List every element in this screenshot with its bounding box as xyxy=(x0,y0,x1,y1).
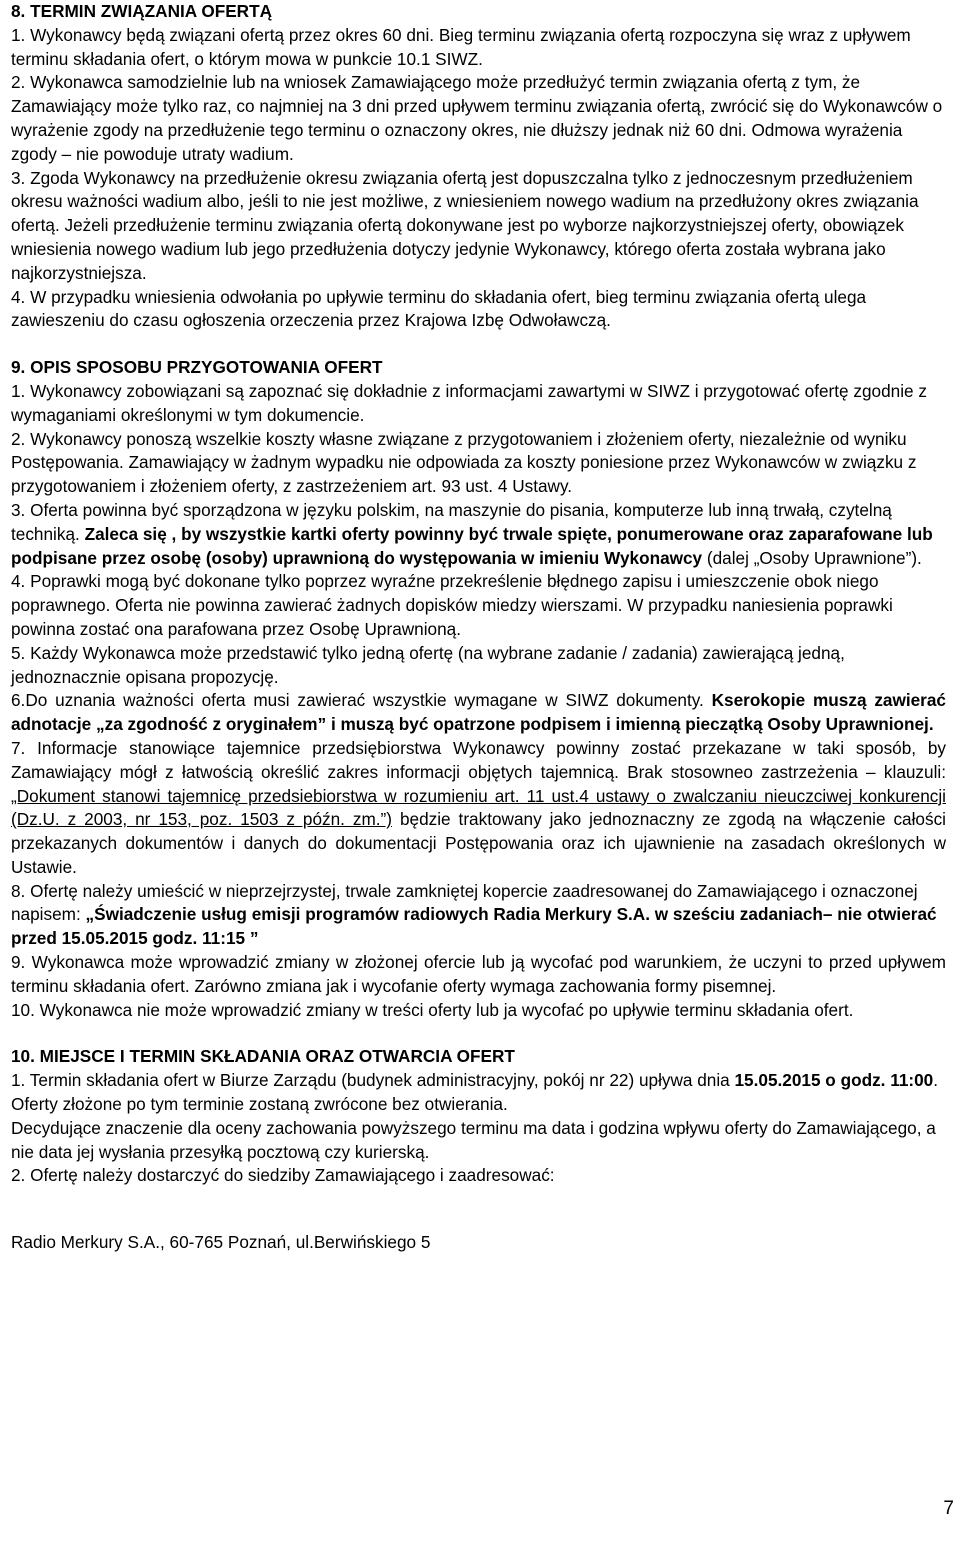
section-9-paragraph-10: 10. Wykonawca nie może wprowadzić zmiany w treści oferty lub ja wycofać po upływie terminu składania ofert. xyxy=(11,999,854,1020)
section-9-paragraph-4: 4. Poprawki mogą być dokonane tylko poprzez wyraźne przekreślenie błędnego zapisu i umieszczenie obok niego poprawnego. Oferta nie powinna zawierać żadnych dopisków miedzy wierszami. W przypadku naniesienia poprawki powinna zostać ona parafowana przez Osobę Uprawnioną. xyxy=(11,571,893,639)
p8-bold-label: „Świadczenie usług emisji programów radiowych Radia Merkury S.A. w sześciu zadaniach– nie otwierać przed 15.05.2015 godz. 11:15 ” xyxy=(11,904,937,949)
section-9-paragraph-9: 9. Wykonawca może wprowadzić zmiany w złożonej ofercie lub ją wycofać pod warunkiem, że uczyni to przed upływem terminu składania ofert. Zarówno zmiana jak i wycofanie oferty wymaga zachowania formy pisemnej. xyxy=(11,952,946,996)
p7-tail: będzie traktowany jako jednoznaczny ze zgodą na włączenie całości przekazanych dokumentów i danych do dokumentacji Postępowania oraz ich ujawnienie na zasadach określonych w Ustawie. xyxy=(11,809,946,877)
section-9-paragraph-2: 2. Wykonawcy ponoszą wszelkie koszty własne związane z przygotowaniem i złożeniem oferty, niezależnie od wyniku Postępowania. Zamawiający w żadnym wypadku nie odpowiada za koszty poniesione przez Wykonawców w związku z przygotowaniem i złożeniem oferty, z zastrzeżeniem art. 93 ust. 4 Ustawy. xyxy=(11,428,917,497)
p3-bold-text: Zaleca się , by wszystkie kartki oferty powinny być trwale spięte, ponumerowane oraz zaparafowane lub podpisane przez osobę (osoby) uprawnioną do występowania w imieniu Wykonawcy xyxy=(11,523,933,568)
section-8-paragraph-1: 1. Wykonawcy będą związani ofertą przez okres 60 dni. Bieg terminu związania ofertą rozpoczyna się wraz z upływem terminu składania ofert, o którym mowa w punkcie 10.1 SIWZ. xyxy=(11,24,911,69)
p6-bold-text: Kserokopie muszą zawierać adnotacje „za zgodność z oryginałem” i muszą być opatrzone podpisem i imienną pieczątką Osoby Uprawnionej. xyxy=(11,690,946,735)
document-page xyxy=(11,0,946,1255)
section-9-paragraph-5: 5. Każdy Wykonawca może przedstawić tylko jedną ofertę (na wybrane zadanie / zadania) zawierającą jedną, jednoznacznie opisana propozycję. xyxy=(11,642,845,687)
section-9-paragraph-8 xyxy=(11,880,946,951)
section-8-paragraph-4: 4. W przypadku wniesienia odwołania po upływie terminu do składania ofert, bieg terminu związania ofertą ulega zawieszeniu do czasu ogłoszenia orzeczenia przez Krajowa Izbę Odwoławczą. xyxy=(11,286,867,331)
p3-text: 3. Oferta powinna być sporządzona w języku polskim, na maszynie do pisania, komputerze lub inną trwałą, czytelną techniką. xyxy=(11,499,892,544)
p6-text: 6.Do uznania ważności oferta musi zawierać wszystkie wymagane w SIWZ dokumenty. xyxy=(11,690,712,711)
section-9-heading: 9. OPIS SPOSOBU PRZYGOTOWANIA OFERT xyxy=(11,357,383,378)
section-9-paragraph-7 xyxy=(11,737,946,880)
p1-tail: . Oferty złożone po tym terminie zostaną zwrócone bez otwierania. xyxy=(11,1070,939,1115)
p7-text: 7. Informacje stanowiące tajemnice przedsiębiorstwa Wykonawcy powinny zostać przekazane w taki sposób, by Zamawiający mógł z łatwością określić zakres informacji objętych tajemnicą. Brak stosowneo zastrzeżenia – klauzuli: xyxy=(11,737,946,782)
section-9-paragraph-3 xyxy=(11,499,946,570)
p1-deadline: 15.05.2015 o godz. 11:00 xyxy=(734,1070,934,1091)
section-9-paragraph-1: 1. Wykonawcy zobowiązani są zapoznać się dokładnie z informacjami zawartymi w SIWZ i przygotować ofertę zgodnie z wymaganiami określonymi w tym dokumencie. xyxy=(11,380,927,425)
section-10-paragraph-1 xyxy=(11,1069,946,1117)
page-number: 7 xyxy=(943,1498,954,1519)
delivery-address: Radio Merkury S.A., 60-765 Poznań, ul.Berwińskiego 5 xyxy=(11,1232,431,1253)
section-8-paragraph-2: 2. Wykonawca samodzielnie lub na wniosek Zamawiającego może przedłużyć termin związania ofertą z tym, że Zamawiający może tylko raz, co najmniej na 3 dni przed upływem terminu związania ofertą, zwrócić się do Wykonawców o wyrażenie zgody na przedłużenie tego terminu o oznaczony okres, nie dłuższy jednak niż 60 dni. Odmowa wyrażenia zgody – nie powoduje utraty wadium. xyxy=(11,72,943,164)
section-9-paragraph-6 xyxy=(11,689,946,737)
section-10-paragraph-1-note: Decydujące znaczenie dla oceny zachowania powyższego terminu ma data i godzina wpływu oferty do Zamawiającego, a nie data jej wysłania przesyłką pocztową czy kurierską. xyxy=(11,1117,936,1162)
section-10-paragraph-2: 2. Ofertę należy dostarczyć do siedziby Zamawiającego i zaadresować: xyxy=(11,1165,555,1186)
p1-text: 1. Termin składania ofert w Biurze Zarządu (budynek administracyjny, pokój nr 22) upływa dnia xyxy=(11,1070,735,1091)
section-8-paragraph-3: 3. Zgoda Wykonawcy na przedłużenie okresu związania ofertą jest dopuszczalna tylko z jednoczesnym przedłużeniem okresu ważności wadium albo, jeśli to nie jest możliwe, z wniesieniem nowego wadium na przedłużony okres związania ofertą. Jeżeli przedłużenie terminu związania ofertą dokonywane jest po wyborze najkorzystniejszej oferty, obowiązek wniesienia nowego wadium lub jego przedłużenia dotyczy jedynie Wykonawcy, którego oferta została wybrana jako najkorzystniejsza. xyxy=(11,167,919,283)
p3-tail: (dalej „Osoby Uprawnione”). xyxy=(702,547,922,568)
section-8-heading: 8. TERMIN ZWIĄZANIA OFERTĄ xyxy=(11,1,272,21)
p8-text: 8. Ofertę należy umieścić w nieprzejrzystej, trwale zamkniętej kopercie zaadresowanej do Zamawiającego i oznaczonej napisem: xyxy=(11,880,918,925)
p7-underlined-clause: „Dokument stanowi tajemnicę przedsiebiorstwa w rozumieniu art. 11 ust.4 ustawy o zwalczaniu nieuczciwej konkurencji (Dz.U. z 2003, nr 153, poz. 1503 z późn. zm.”) xyxy=(11,785,946,830)
section-10-heading: 10. MIEJSCE I TERMIN SKŁADANIA ORAZ OTWARCIA OFERT xyxy=(11,1046,515,1067)
